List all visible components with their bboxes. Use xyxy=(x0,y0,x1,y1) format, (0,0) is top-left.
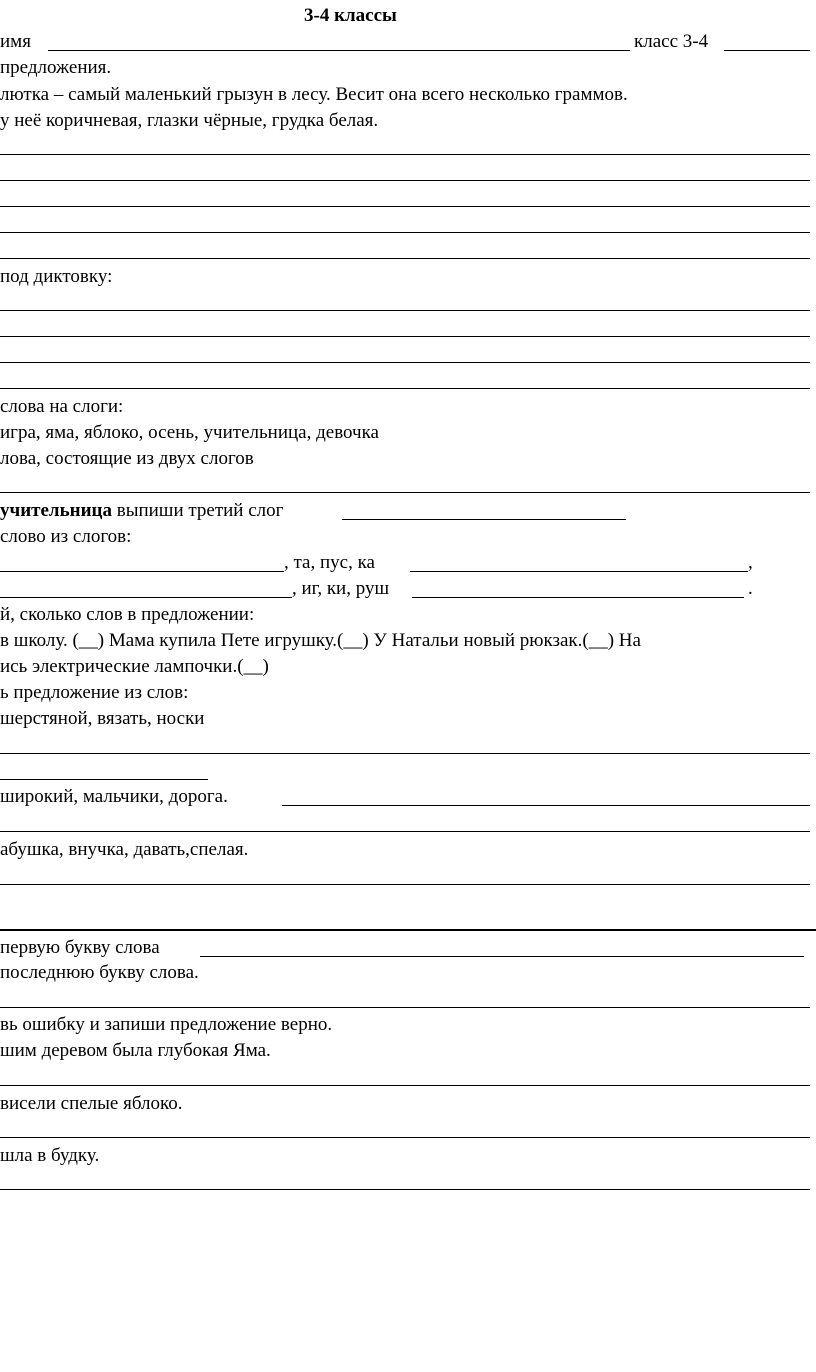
name-line xyxy=(48,50,630,51)
answer-line xyxy=(0,753,810,754)
answer-line xyxy=(0,1189,810,1190)
answer-line xyxy=(0,1137,810,1138)
answer-line xyxy=(0,154,810,155)
task5-line1: в школу. (__) Мама купила Пете игрушку.(__) У Натальи новый рюкзак.(__) На xyxy=(0,630,641,651)
task7-first-letter: первую букву слова xyxy=(0,937,160,958)
answer-line xyxy=(412,597,744,598)
page-title: 3-4 классы xyxy=(304,5,397,26)
task4-syllables2: , иг, ки, руш xyxy=(292,578,390,599)
task6-words3: абушка, внучка, давать,спелая. xyxy=(0,839,249,860)
answer-line xyxy=(0,779,208,780)
task4-syllables1: , та, пус, ка xyxy=(284,552,375,573)
answer-line xyxy=(410,571,748,572)
task6-words1: шерстяной, вязать, носки xyxy=(0,708,205,729)
task1-text-line2: у неё коричневая, глазки чёрные, грудка белая. xyxy=(0,110,379,131)
task5-instruction: й, сколько слов в предложении: xyxy=(0,604,255,625)
answer-line xyxy=(0,388,810,389)
task1-instruction: предложения. xyxy=(0,57,112,78)
task5-line2: ись электрические лампочки.(__) xyxy=(0,656,269,677)
class-label: класс 3-4 xyxy=(634,31,709,52)
task8-instruction: вь ошибку и запиши предложение верно. xyxy=(0,1014,333,1035)
task4-instruction: слово из слогов: xyxy=(0,526,132,547)
answer-line xyxy=(0,362,810,363)
answer-line xyxy=(0,336,810,337)
task8-sentence1: шим деревом была глубокая Яма. xyxy=(0,1040,271,1061)
answer-line xyxy=(0,571,284,572)
task4-syllables1-end: , xyxy=(748,552,753,573)
task3-third-syllable xyxy=(0,501,283,520)
task3-third-syllable-text: выпиши третий слог xyxy=(111,500,284,521)
task1-text-line1: лютка – самый маленький грызун в лесу. Весит она всего несколько граммов. xyxy=(0,84,628,105)
answer-line xyxy=(0,492,810,493)
task8-sentence3: шла в будку. xyxy=(0,1145,100,1166)
task8-sentence2: висели спелые яблоко. xyxy=(0,1093,183,1114)
task6-instruction: ь предложение из слов: xyxy=(0,682,189,703)
answer-line xyxy=(0,1007,810,1008)
keyword: учительница xyxy=(0,500,112,521)
answer-line xyxy=(0,1085,810,1086)
answer-line xyxy=(200,956,804,957)
answer-line xyxy=(0,831,810,832)
answer-line xyxy=(0,597,292,598)
task3-instruction: слова на слоги: xyxy=(0,396,124,417)
answer-line xyxy=(0,258,810,259)
answer-line xyxy=(0,232,810,233)
task3-words: игра, яма, яблоко, осень, учительница, девочка xyxy=(0,422,379,443)
answer-line xyxy=(0,206,810,207)
task2-instruction: под диктовку: xyxy=(0,266,113,287)
answer-line xyxy=(0,884,810,885)
task4-syllables2-end: . xyxy=(748,578,753,599)
task3-subtask: лова, состоящие из двух слогов xyxy=(0,448,254,469)
task7-last-letter: последнюю букву слова. xyxy=(0,962,199,983)
answer-line xyxy=(342,519,626,520)
class-line xyxy=(724,50,810,51)
answer-line xyxy=(282,805,810,806)
task6-words2: широкий, мальчики, дорога. xyxy=(0,786,228,807)
answer-line xyxy=(0,310,810,311)
section-divider xyxy=(0,929,816,931)
name-label: имя xyxy=(0,31,31,52)
answer-line xyxy=(0,180,810,181)
